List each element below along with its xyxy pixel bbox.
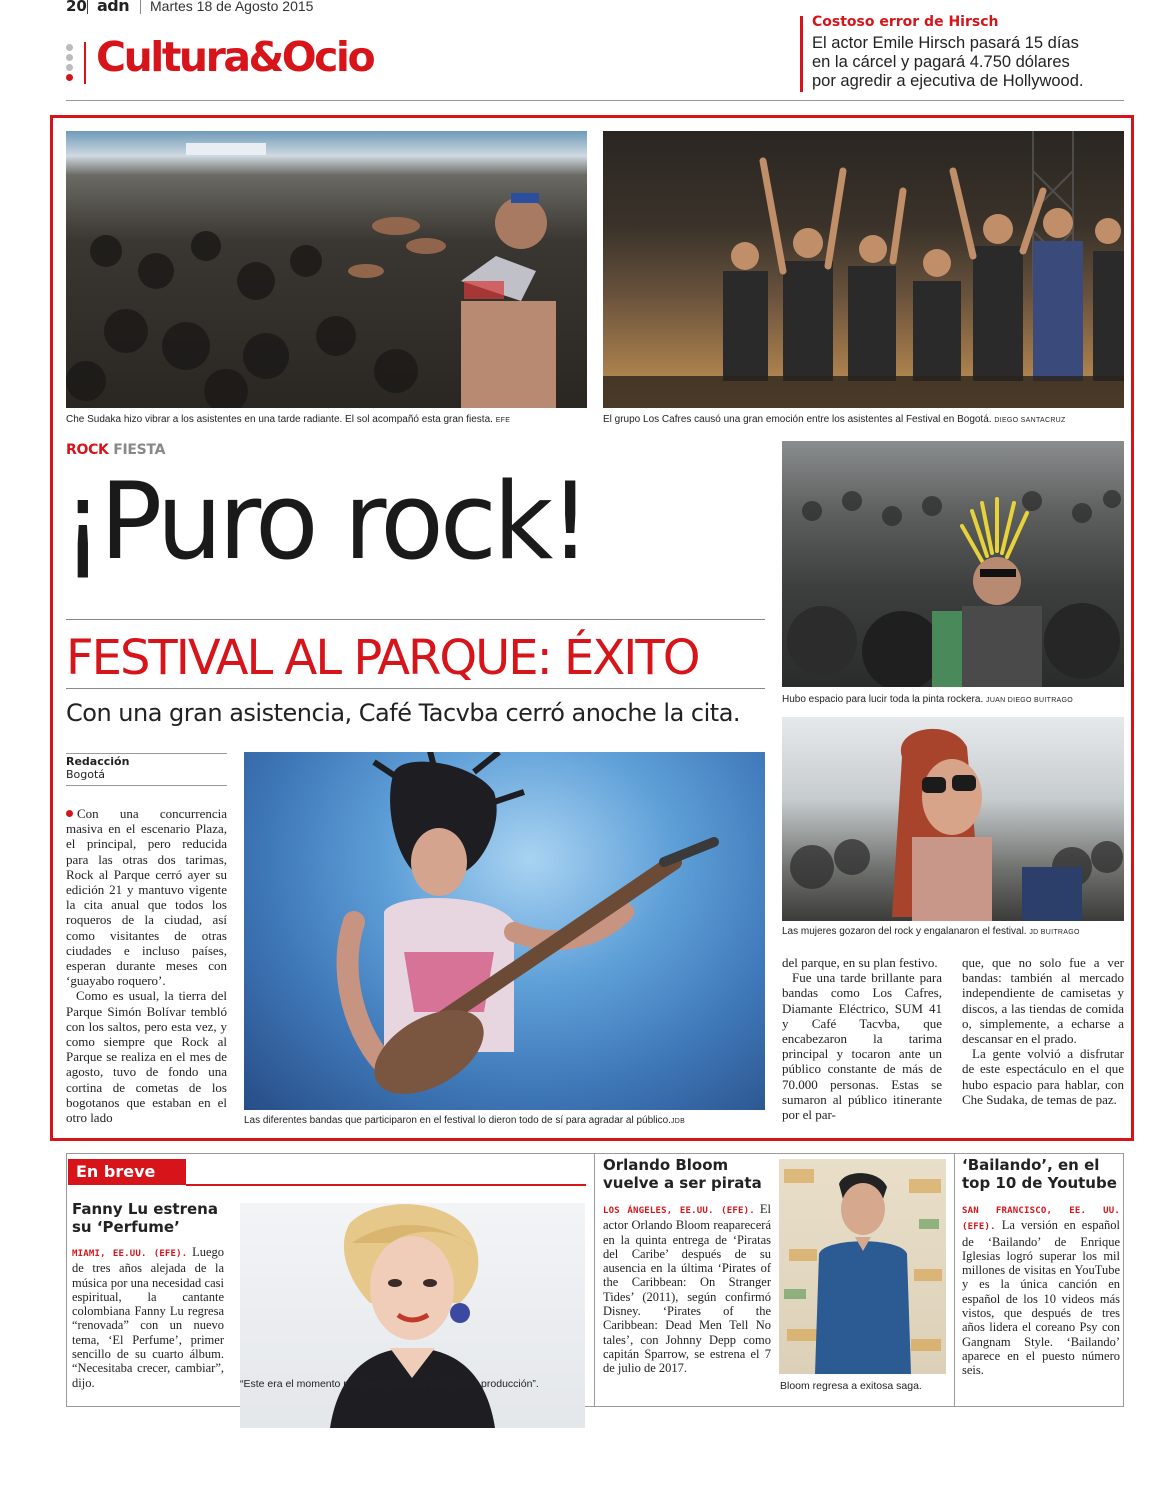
deck: Con una gran asistencia, Café Tacvba cerró anoche la cita. <box>66 699 741 727</box>
photo-los-cafres-stage <box>603 131 1124 408</box>
teaser-line: en la cárcel y pagará 4.750 dólares <box>812 53 1070 71</box>
photo-punk-mohawk <box>782 441 1124 687</box>
caption-bassist <box>244 1115 685 1128</box>
bullet-dot <box>66 810 73 817</box>
teaser-body <box>812 34 1084 91</box>
article-paragraph: del parque, en su plan festivo. <box>782 955 938 970</box>
photo-woman-sunglasses <box>782 717 1124 921</box>
photo-credit: JDB <box>670 1118 686 1125</box>
breve-label-rule <box>186 1184 586 1186</box>
caption-orlando-bloom: Bloom regresa a exitosa saga. <box>780 1380 922 1392</box>
breve-headline-bailando: ‘Bailando’, en el top 10 de Youtube <box>962 1156 1117 1192</box>
section-dots <box>66 44 74 82</box>
stage-figures <box>603 131 1124 408</box>
orlando-bloom-portrait <box>779 1159 946 1374</box>
issue-date: Martes 18 de Agosto 2015 <box>150 0 314 14</box>
dateline: LOS ÁNGELES, EE.UU. (EFE). <box>603 1206 755 1216</box>
caption-text: Che Sudaka hizo vibrar a los asistentes en una tarde radiante. El sol acompañó esta gran fiesta. <box>66 414 493 425</box>
byline-location: Bogotá <box>66 768 106 781</box>
breve-headline-fanny-lu: Fanny Lu estrena su ‘Perfume’ <box>72 1200 218 1236</box>
punk-crowd <box>782 441 1124 687</box>
caption-text: Hubo espacio para lucir toda la pinta rockera. <box>782 694 984 705</box>
photo-credit: JUAN DIEGO BUITRAGO <box>986 697 1074 704</box>
crowd-silhouettes <box>66 131 587 408</box>
photo-orlando-bloom <box>779 1159 946 1374</box>
breve-text: La versión en español de ‘Bailando’ de Enrique Iglesias logró superar los mil millones de visitas en YouTube y es la única canción en español de los 10 videos más vistos, que después de tres años lidera el coreano Psy con Gangnam Style. ‘Bailando’ aparece en el puesto número seis. <box>962 1218 1120 1378</box>
caption-punk <box>782 694 1073 707</box>
caption-los-cafres <box>603 414 1066 427</box>
article-paragraph: Como es usual, la tierra del Parque Simón Bolívar tembló con los saltos, pero esta vez, y como siempre que Rock al Parque se realiza en el mes de agosto, tuvo de fondo una cortina de cometas de los bogotanos que estaban en el otro lado <box>66 988 227 1126</box>
article-column-2 <box>782 955 942 1122</box>
subhead-rule <box>66 688 765 689</box>
fanny-lu-portrait <box>240 1203 585 1428</box>
photo-credit: JD BUITRAGO <box>1029 929 1080 936</box>
woman-figure <box>782 717 1124 921</box>
bassist-figure <box>244 752 765 1110</box>
breve-headline-orlando-bloom: Orlando Bloom vuelve a ser pirata <box>603 1156 762 1192</box>
teaser-title: Costoso error de Hirsch <box>812 14 999 30</box>
headline-rule <box>66 619 765 620</box>
breve-body-bailando <box>962 1202 1120 1378</box>
breve-body-orlando-bloom <box>603 1202 771 1376</box>
breve-divider <box>594 1153 595 1407</box>
header-divider <box>140 0 141 14</box>
photo-credit: EFE <box>495 417 511 424</box>
photo-crowd-che-sudaka <box>66 131 587 408</box>
article-paragraph: Fue una tarde brillante para bandas como Los Cafres, Diamante Eléctrico, SUM 41 y Café Tacvba, que encabezaron la tarima principal y tocaron ante un público constante de más de 70.000 personas. Estas se sumaron al público itinerante por el par- <box>782 970 942 1123</box>
section-divider <box>84 42 86 84</box>
subhead: FESTIVAL AL PARQUE: ÉXITO <box>66 630 699 686</box>
kicker-red: ROCK <box>66 442 109 458</box>
caption-fanny-lu: “Este era el momento para regresar con una nueva producción”. <box>240 1378 539 1390</box>
page-number-divider <box>87 0 88 14</box>
article-paragraph: que, que no solo fue a ver bandas: también al mercado independiente de camisetas y discos, a las tiendas de comida o, simplemente, a echarse a descansar en el prado. <box>962 955 1124 1047</box>
breve-text: El actor Orlando Bloom reaparecerá en la quinta entrega de ‘Piratas del Caribe’ después de su ausencia en la última ‘Pirates of the Caribbean: On Stranger Tides’ (2011), según confirmó Disney. ‘Pirates of the Caribbean: Dead Men Tell No tales’, con Johnny Depp como capitán Sparrow, se estrena el 7 de julio de 2017. <box>603 1202 771 1376</box>
kicker-gray: FIESTA <box>113 442 166 458</box>
article-column-1 <box>66 806 227 1125</box>
caption-woman <box>782 926 1080 939</box>
dateline: MIAMI, EE.UU. (EFE). <box>72 1249 188 1259</box>
breve-label: En breve <box>68 1159 186 1185</box>
teaser-line: El actor Emile Hirsch pasará 15 días <box>812 34 1079 52</box>
headline: ¡Puro rock! <box>62 460 588 583</box>
photo-bassist <box>244 752 765 1110</box>
byline: Redacción <box>66 755 130 768</box>
caption-text: Las diferentes bandas que participaron en el festival lo dieron todo de sí para agradar al público. <box>244 1115 671 1126</box>
photo-credit: DIEGO SANTACRUZ <box>994 417 1066 424</box>
teaser-bar <box>800 16 803 92</box>
page-number: 20 <box>66 0 87 15</box>
dateline: SAN FRANCISCO, EE. UU. (EFE). <box>962 1206 1120 1233</box>
adn-logo: adn <box>97 0 130 15</box>
header-rule <box>66 100 1124 101</box>
article-paragraph <box>66 806 227 988</box>
teaser-line: por agredir a ejecutiva de Hollywood. <box>812 72 1084 90</box>
section-title: Cultura&Ocio <box>96 33 374 81</box>
caption-text: El grupo Los Cafres causó una gran emoción entre los asistentes al Festival en Bogotá. <box>603 414 992 425</box>
breve-text: Luego de tres años alejada de la música por una necesidad casi espiritual, la cantante colombiana Fanny Lu regresa “renovada” con un nuevo tema, ‘El Perfume’, primer sencillo de su cuarto álbum. “Necesitaba crecer, cambiar”, dijo. <box>72 1245 225 1390</box>
byline-rule-bottom <box>66 785 227 786</box>
article-paragraph: La gente volvió a disfrutar de este espectáculo en el que hubo espacio para hablar, con Che Sudaka, de temas de paz. <box>962 1046 1124 1107</box>
breve-body-fanny-lu <box>72 1245 224 1390</box>
byline-rule-top <box>66 753 227 754</box>
breve-divider <box>954 1153 955 1407</box>
article-column-3 <box>962 955 1124 1107</box>
photo-fanny-lu <box>240 1203 585 1428</box>
paragraph-text: Con una concurrencia masiva en el escenario Plaza, el principal, pero reducida para las otras dos tarimas, Rock al Parque cerró ayer su edición 21 y mantuvo vigente la cita anual que todos los roqueros de la ciudad, así como visitantes de otras ciudades e incluso países, esperan durante meses con ‘guayabo roquero’. <box>66 806 227 989</box>
caption-text: Las mujeres gozaron del rock y engalanaron el festival. <box>782 926 1027 937</box>
caption-che-sudaka <box>66 414 510 427</box>
